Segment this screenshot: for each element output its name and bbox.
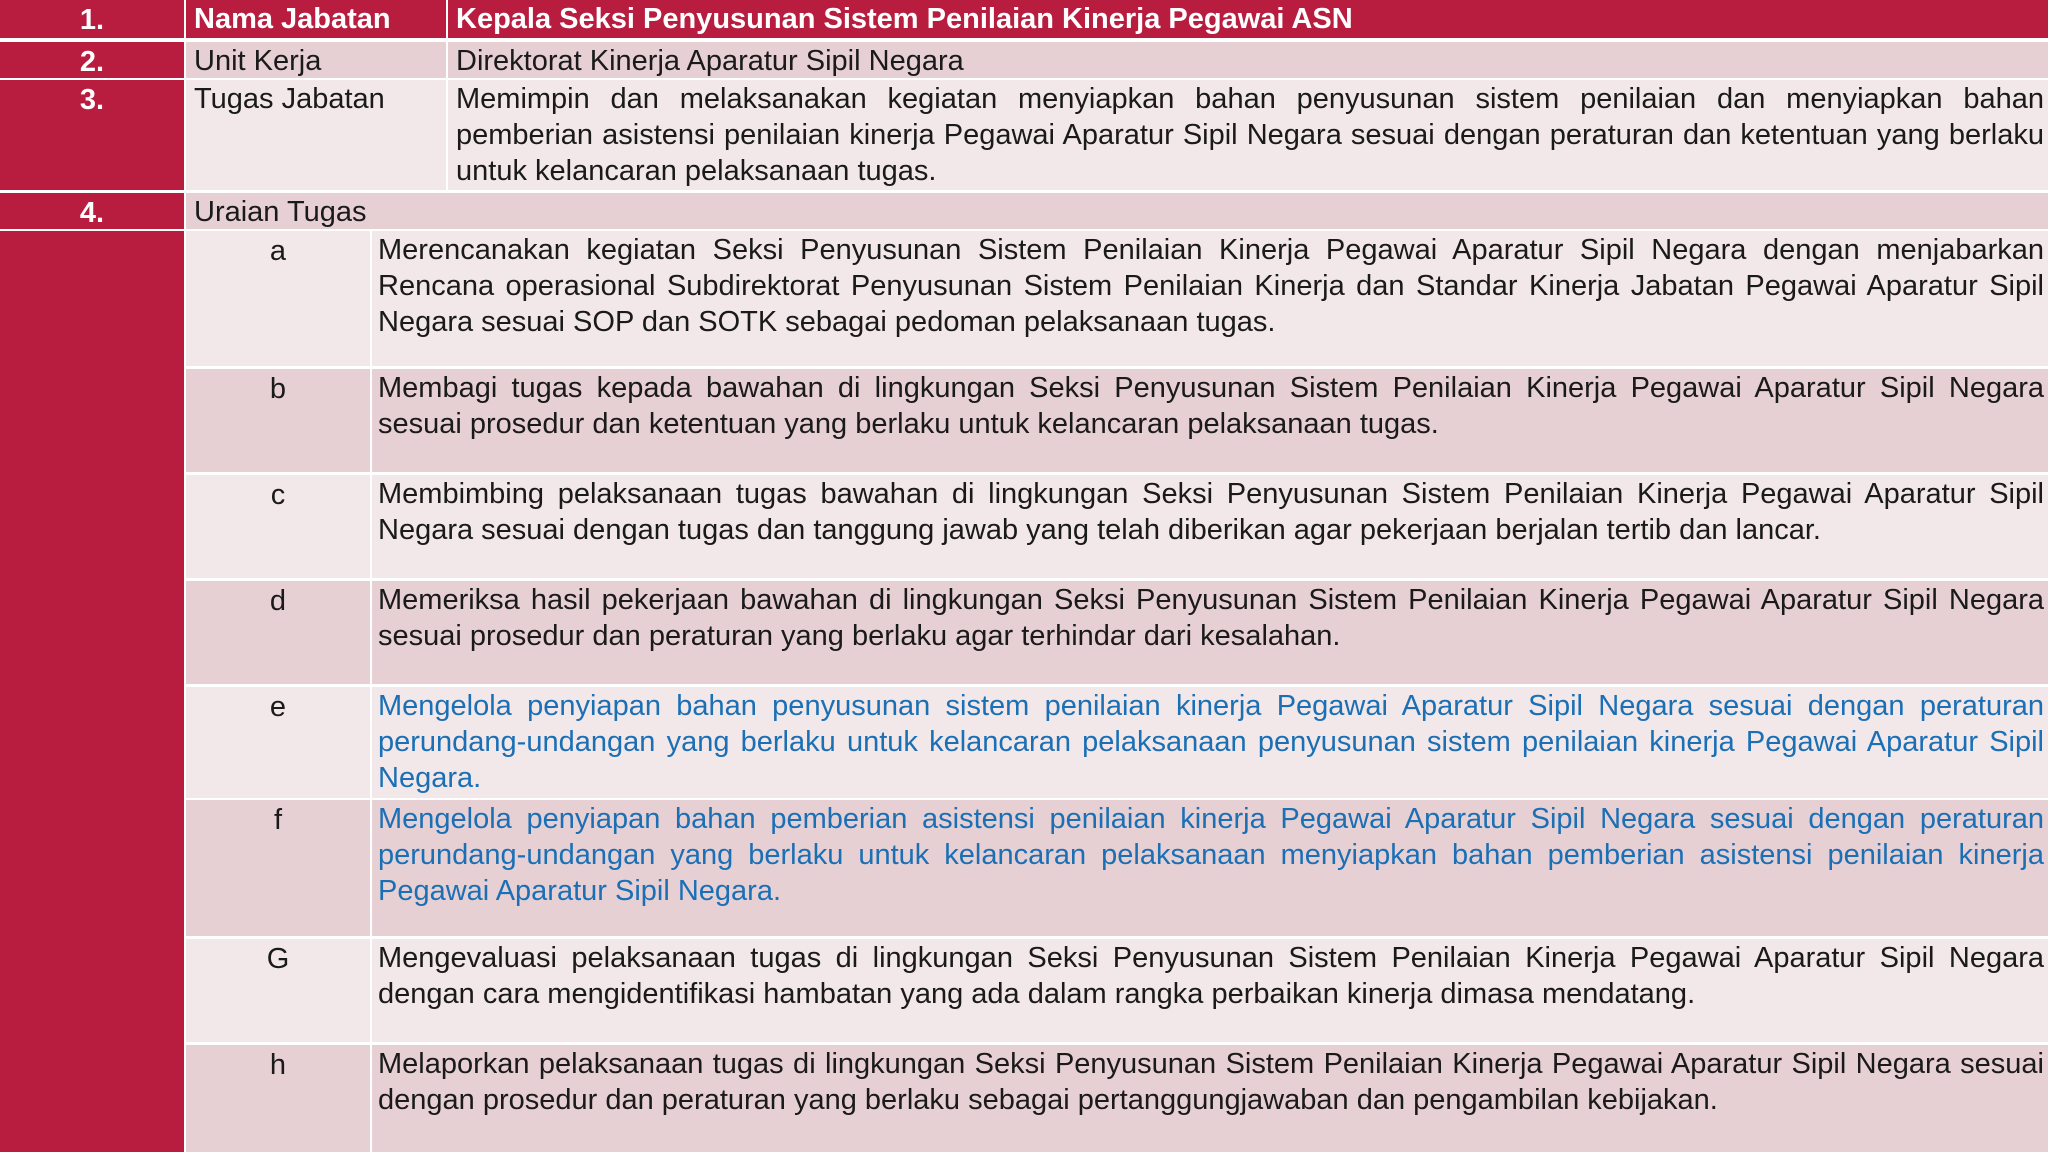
row-number: 2. [0,42,184,78]
uraian-letter: h [186,1045,370,1152]
uraian-text: Membagi tugas kepada bawahan di lingkungan Seksi Penyusunan Sistem Penilaian Kinerja Pegawai Aparatur Sipil Negara sesuai prosedur dan ketentuan yang berlaku untuk kelancaran pelaksanaan tugas. [372,369,2048,472]
uraian-letter: f [186,800,370,936]
row-label-uraian-tugas: Uraian Tugas [186,193,2048,229]
row-value-unit-kerja: Direktorat Kinerja Aparatur Sipil Negara [448,42,2048,78]
uraian-letter: d [186,581,370,684]
uraian-text: Membimbing pelaksanaan tugas bawahan di lingkungan Seksi Penyusunan Sistem Penilaian Kinerja Pegawai Aparatur Sipil Negara sesuai dengan tugas dan tanggung jawab yang telah diberikan agar pekerjaan berjalan tertib dan lancar. [372,475,2048,578]
row-number: 3. [0,80,184,190]
row-label-tugas-jabatan: Tugas Jabatan [186,80,446,190]
uraian-text: Melaporkan pelaksanaan tugas di lingkungan Seksi Penyusunan Sistem Penilaian Kinerja Pegawai Aparatur Sipil Negara sesuai dengan prosedur dan peraturan yang berlaku sebagai pertanggungjawaban dan pengambilan kebijakan. [372,1045,2048,1152]
uraian-letter: G [186,939,370,1042]
uraian-text: Merencanakan kegiatan Seksi Penyusunan Sistem Penilaian Kinerja Pegawai Aparatur Sipil Negara dengan menjabarkan Rencana operasional Subdirektorat Penyusunan Sistem Penilaian Kinerja dan Standar Kinerja Jabatan Pegawai Aparatur Sipil Negara sesuai SOP dan SOTK sebagai pedoman pelaksanaan tugas. [372,231,2048,366]
uraian-text: Memeriksa hasil pekerjaan bawahan di lingkungan Seksi Penyusunan Sistem Penilaian Kinerja Pegawai Aparatur Sipil Negara sesuai prosedur dan peraturan yang berlaku agar terhindar dari kesalahan. [372,581,2048,684]
uraian-letter: a [186,231,370,366]
uraian-letter: e [186,687,370,798]
uraian-letter: c [186,475,370,578]
row-value-nama-jabatan: Kepala Seksi Penyusunan Sistem Penilaian Kinerja Pegawai ASN [448,0,2048,38]
uraian-text: Mengevaluasi pelaksanaan tugas di lingkungan Seksi Penyusunan Sistem Penilaian Kinerja Pegawai Aparatur Sipil Negara dengan cara mengidentifikasi hambatan yang ada dalam rangka perbaikan kinerja dimasa mendatang. [372,939,2048,1042]
row-value-tugas-jabatan: Memimpin dan melaksanakan kegiatan menyiapkan bahan penyusunan sistem penilaian dan menyiapkan bahan pemberian asistensi penilaian kinerja Pegawai Aparatur Sipil Negara sesuai dengan peraturan dan ketentuan yang berlaku untuk kelancaran pelaksanaan tugas. [448,80,2048,190]
uraian-text-highlighted: Mengelola penyiapan bahan penyusunan sistem penilaian kinerja Pegawai Aparatur Sipil Negara sesuai dengan peraturan perundang-undangan yang berlaku untuk kelancaran pelaksanaan penyusunan sistem penilaian kinerja Pegawai Aparatur Sipil Negara. [372,687,2048,798]
row-label-nama-jabatan: Nama Jabatan [186,0,446,38]
row-number: 4. [0,193,184,229]
row-number: 1. [0,0,184,38]
uraian-number-column [0,231,184,1152]
uraian-text-highlighted: Mengelola penyiapan bahan pemberian asistensi penilaian kinerja Pegawai Aparatur Sipil Negara sesuai dengan peraturan perundang-undangan yang berlaku untuk kelancaran pelaksanaan menyiapkan bahan pemberian asistensi penilaian kinerja Pegawai Aparatur Sipil Negara. [372,800,2048,936]
row-label-unit-kerja: Unit Kerja [186,42,446,78]
uraian-letter: b [186,369,370,472]
